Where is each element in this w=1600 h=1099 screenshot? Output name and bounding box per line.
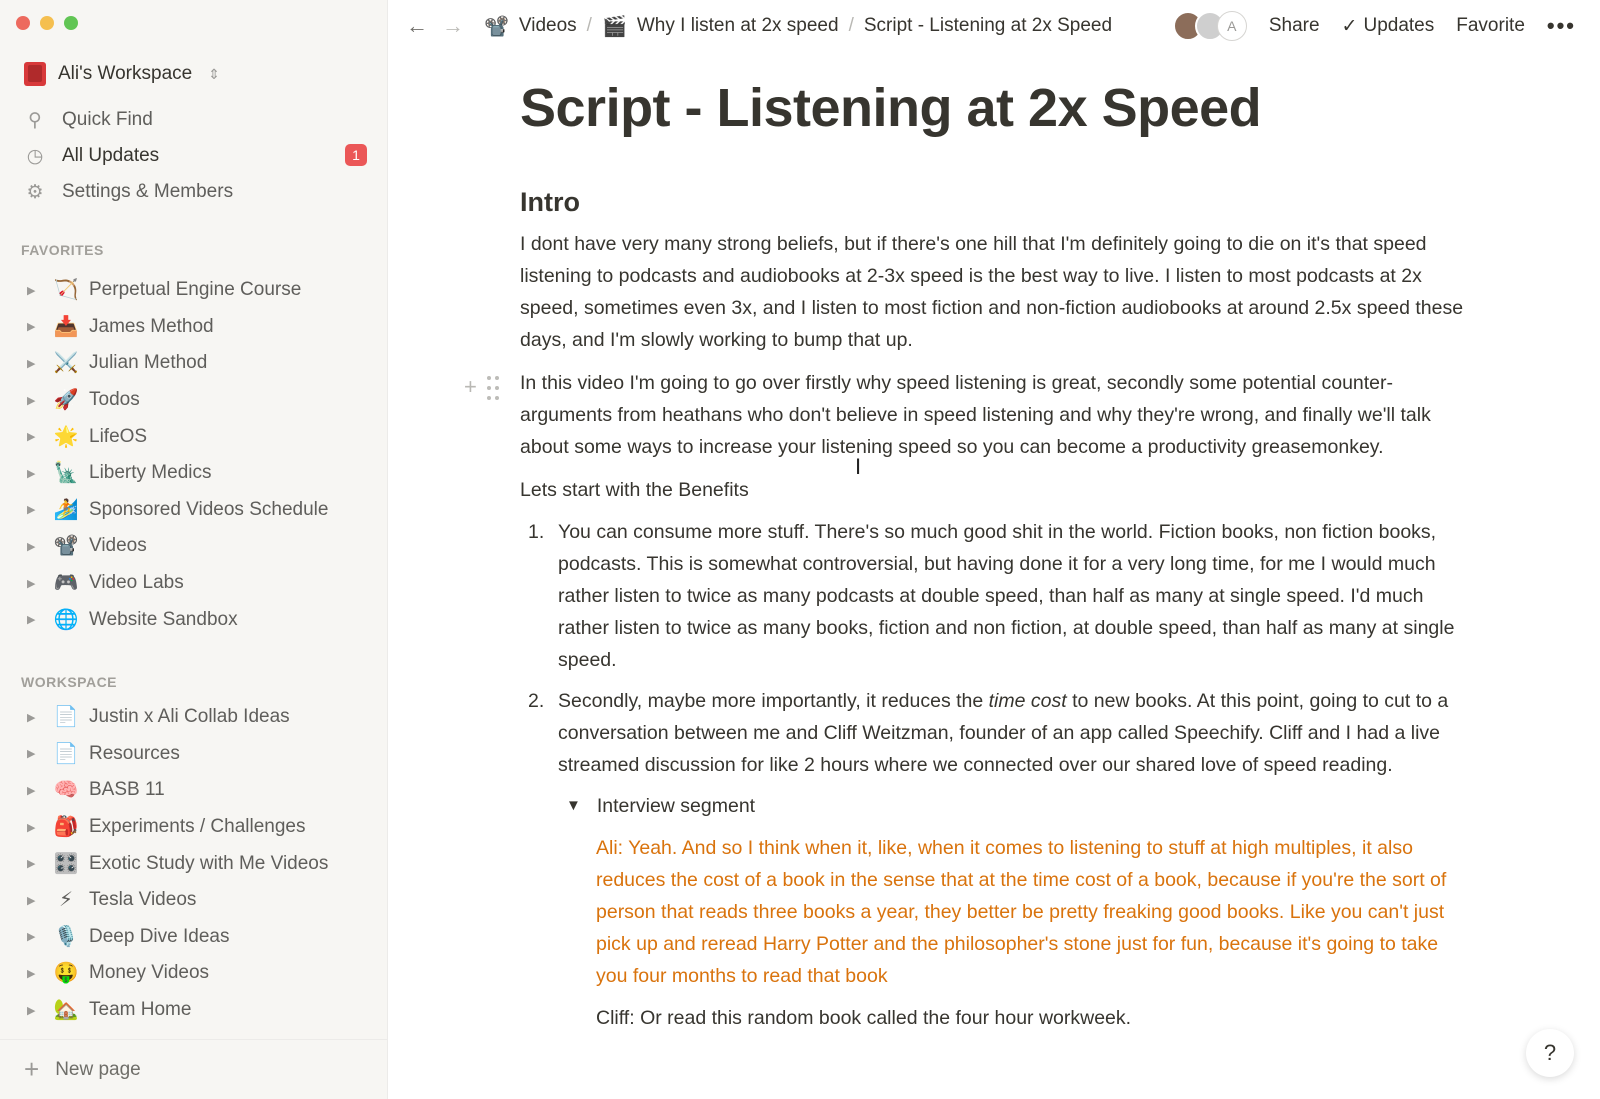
page-emoji-icon: 🌐 [53,608,79,631]
list-item-text: You can consume more stuff. There's so much good shit in the world. Fiction books, non fiction books, podcasts. This is somewhat controversial, but having done it for a very long time, for me I would much rather listen to twice as many podcasts at double speed, than half as many at single speed. I'd much rather listen to twice as many books, fiction and non fiction, at double speed, than half as many at single speed. [558,521,1455,671]
sidebar-item-label: Videos [89,535,147,557]
favorites-list [0,272,387,638]
sidebar-item-label: Video Labs [89,572,184,594]
list-item[interactable] [520,685,1470,781]
window-controls [16,16,78,30]
maximize-window-button[interactable] [64,16,78,30]
workspace-book-icon [24,62,46,86]
breadcrumb [484,14,1112,39]
search-icon: ⚲ [28,109,42,131]
sidebar-item-tesla-videos[interactable] [0,882,387,919]
page-emoji-icon: 🏹 [53,279,79,302]
clapperboard-icon: 🎬 [601,15,627,38]
page-emoji-icon: 🧠 [53,779,79,802]
help-button[interactable]: ? [1526,1029,1574,1077]
workspace-name: Ali's Workspace [58,63,193,84]
sidebar-item-videos[interactable] [0,528,387,565]
sidebar-item-justin-ali-collab[interactable] [0,699,387,736]
forward-arrow-icon[interactable]: → [442,13,464,38]
page-emoji-icon: 🌟 [53,425,79,448]
breadcrumb-item-videos[interactable] [484,14,577,39]
sidebar-item-label: Quick Find [62,109,153,130]
text-block[interactable]: I dont have very many strong beliefs, but if there's one hill that I'm definitely going to die on it's that speed listening to podcasts and audiobooks at 2-3x speed is the best way to live. I listen to most podcasts at 2x speed, sometimes even 3x, and I listen to most fiction and non-fiction audiobooks at around 2.5x speed these days, and I'm slowly working to bump that up. [520,233,1464,351]
expand-triangle-icon[interactable]: ▶ [27,967,36,980]
expand-triangle-icon[interactable]: ▶ [27,540,36,553]
sidebar-item-basb-11[interactable] [0,772,387,809]
sidebar-item-lifeos[interactable] [0,418,387,455]
sidebar-item-label: Perpetual Engine Course [89,279,302,301]
page-emoji-icon: 🎮 [53,572,79,595]
expand-triangle-icon[interactable]: ▶ [27,357,36,370]
text-block-content: In this video I'm going to go over firstly why speed listening is great, secondly some potential counter-arguments from heathans who don't believe in speed listening and why they're wrong, and finally we'll talk about some ways to increase your listening speed so you can become a productivity greasemonkey. [520,372,1431,458]
chevron-updown-icon: ⇕ [208,65,220,82]
sidebar-nav [0,102,387,210]
sidebar-item-label: Todos [89,389,140,411]
sidebar-item-settings[interactable] [0,174,387,210]
breadcrumb-separator: / [848,15,854,36]
sidebar-item-label: James Method [89,315,214,337]
list-number: 1. [528,521,545,543]
page-emoji-icon: 📥 [53,315,79,338]
list-item-text [558,685,1470,781]
sidebar-item-label: Experiments / Challenges [89,816,306,838]
heading-intro[interactable]: Intro [520,187,580,217]
page-emoji-icon: 🎒 [53,816,79,839]
expand-triangle-icon[interactable]: ▶ [27,784,36,797]
history-nav [406,13,464,39]
sidebar-item-label: Website Sandbox [89,608,238,630]
text-run: to new books. At this point, going to cut to a conversation between me and Cliff Weitzman, founder of an app called Speechify. Cliff and I had a live streamed discussion for like 2 hours where we connected over our shared love of speed reading. [558,690,1449,776]
breadcrumb-label: Videos [518,15,577,36]
sidebar-item-money-videos[interactable] [0,955,387,992]
text-block[interactable]: Lets start with the Benefits [520,479,749,501]
sidebar-item-label: Deep Dive Ideas [89,925,230,947]
sidebar-item-website-sandbox[interactable] [0,601,387,638]
expand-triangle-icon[interactable]: ▶ [27,748,36,761]
page-emoji-icon: 📄 [53,706,79,729]
expand-triangle-icon[interactable]: ▶ [27,711,36,724]
sidebar-item-team-home[interactable] [0,992,387,1029]
sidebar-item-video-labs[interactable] [0,565,387,602]
updates-label: Updates [1363,15,1435,36]
numbered-list [520,516,1470,781]
sidebar-item-resources[interactable] [0,736,387,773]
sidebar-item-experiments-challenges[interactable] [0,809,387,846]
breadcrumb-label: Script - Listening at 2x Speed [863,15,1113,36]
workspace-switcher[interactable] [24,62,220,86]
expand-triangle-icon[interactable]: ▶ [27,614,36,627]
toggle-label: Interview segment [596,795,756,817]
block-handle [464,371,499,403]
sidebar-item-label: LifeOS [89,425,148,447]
toggle-block-interview[interactable] [558,790,1470,822]
breadcrumb-item-script[interactable] [864,15,1112,37]
sidebar-item-julian-method[interactable] [0,345,387,382]
sidebar-item-quick-find[interactable] [0,102,387,138]
expand-triangle-icon[interactable]: ▶ [27,858,36,871]
sidebar-item-label: Liberty Medics [89,462,212,484]
drag-handle-icon[interactable] [487,376,499,403]
italic-text: time cost [988,690,1067,712]
page-emoji-icon: 📄 [53,742,79,765]
gear-icon: ⚙ [26,181,44,203]
expand-triangle-icon[interactable]: ▶ [27,504,36,517]
page-content [464,72,1470,1034]
sidebar-item-label: Resources [89,742,180,764]
sidebar-item-label: Justin x Ali Collab Ideas [89,706,290,728]
expand-triangle-icon[interactable]: ▶ [27,821,36,834]
expand-triangle-icon[interactable]: ▶ [27,467,36,480]
expand-triangle-icon[interactable]: ▶ [27,577,36,590]
sidebar-item-perpetual-engine-course[interactable] [0,272,387,309]
expand-triangle-icon[interactable]: ▶ [27,394,36,407]
page-emoji-icon: ⚔️ [53,352,79,375]
favorite-button[interactable]: Favorite [1456,15,1525,36]
topbar-actions [1173,0,1576,52]
page-title[interactable]: Script - Listening at 2x Speed [520,78,1262,138]
expand-triangle-icon[interactable]: ▶ [27,894,36,907]
list-number: 2. [528,690,545,712]
updates-count-badge: 1 [345,144,367,166]
sidebar-item-sponsored-videos-schedule[interactable] [0,492,387,529]
text-cursor-icon: I [855,454,862,479]
updates-button[interactable] [1342,15,1435,38]
workspace-section-label: WORKSPACE [21,674,118,690]
breadcrumb-item-why-2x[interactable] [602,14,839,39]
quote-ali[interactable]: Ali: Yeah. And so I think when it, like, when it comes to listening to stuff at high multiples, it also reduces the cost of a book in the sense that at the time cost of a book, because if you're the sort of person that reads three books a year, they better be pretty freaking good books. Like you can't just pick up and reread Harry Potter and the philosopher's stone just for fun, because it's going to take you four months to read that book [596,837,1447,987]
page-emoji-icon: 🏡 [53,999,79,1022]
expand-triangle-icon[interactable]: ▶ [27,321,36,334]
sidebar-item-label: BASB 11 [89,779,165,801]
text-block-hovered[interactable] [464,367,1470,463]
workspace-list [0,699,387,1028]
share-button[interactable]: Share [1268,15,1320,36]
sidebar-item-label: All Updates [62,145,160,166]
film-projector-icon: 📽️ [484,15,509,38]
sidebar [0,0,388,1099]
sidebar-item-all-updates[interactable] [0,138,387,174]
quote-cliff[interactable]: Cliff: Or read this random book called the four hour workweek. [596,1007,1132,1029]
sidebar-item-label: Settings & Members [62,181,234,202]
page-emoji-icon: 🗽 [53,462,79,485]
sidebar-item-james-method[interactable] [0,309,387,346]
sidebar-item-label: Exotic Study with Me Videos [89,852,329,874]
checkmark-icon: ✓ [1341,15,1358,37]
sidebar-item-liberty-medics[interactable] [0,455,387,492]
more-options-icon[interactable]: ••• [1546,13,1576,38]
plus-icon: + [24,1054,40,1084]
text-run: Secondly, maybe more importantly, it reduces the [558,690,989,712]
page-emoji-icon: ⚡ [58,889,74,912]
page-emoji-icon: 🚀 [53,389,79,412]
avatar: A [1217,11,1247,41]
page-emoji-icon: 📽️ [53,535,79,558]
sidebar-item-label: Team Home [89,999,192,1021]
add-block-icon[interactable]: + [464,374,477,399]
sidebar-item-label: Sponsored Videos Schedule [89,498,329,520]
new-page-button[interactable] [0,1039,387,1099]
collaborator-avatars[interactable] [1173,11,1247,41]
minimize-window-button[interactable] [40,16,54,30]
sidebar-item-todos[interactable] [0,382,387,419]
list-item[interactable] [520,516,1470,676]
sidebar-item-deep-dive-ideas[interactable] [0,919,387,956]
back-arrow-icon[interactable]: ← [406,13,428,38]
page-emoji-icon: 🤑 [53,962,79,985]
page-emoji-icon: 🎛️ [53,852,79,875]
sidebar-item-label: Tesla Videos [89,889,197,911]
clock-icon: ◷ [26,145,44,167]
toggle-triangle-down-icon[interactable]: ▼ [566,797,581,814]
sidebar-item-label: Money Videos [89,962,210,984]
expand-triangle-icon[interactable]: ▶ [27,284,36,297]
breadcrumb-label: Why I listen at 2x speed [636,15,839,36]
close-window-button[interactable] [16,16,30,30]
topbar [388,0,1600,52]
favorites-section-label: FAVORITES [21,242,104,258]
sidebar-item-label: Julian Method [89,352,208,374]
expand-triangle-icon[interactable]: ▶ [27,931,36,944]
expand-triangle-icon[interactable]: ▶ [27,431,36,444]
breadcrumb-separator: / [586,15,592,36]
page-emoji-icon: 🎙️ [53,925,79,948]
page-emoji-icon: 🏄 [53,498,79,521]
sidebar-item-exotic-study-videos[interactable] [0,845,387,882]
new-page-label: New page [55,1058,141,1080]
expand-triangle-icon[interactable]: ▶ [27,1004,36,1017]
